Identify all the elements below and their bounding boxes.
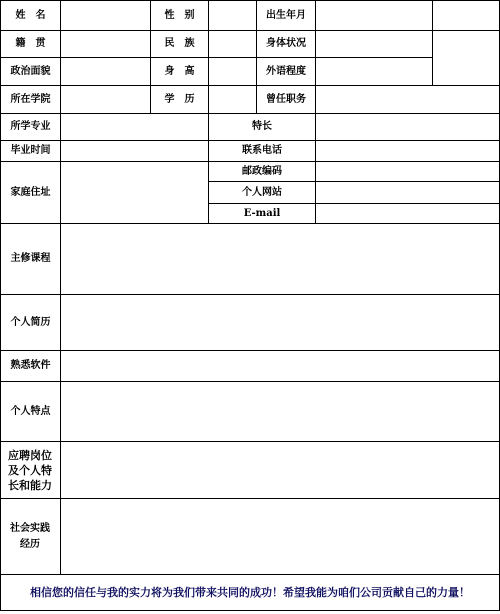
label-postcode: 邮政编码 — [242, 165, 282, 177]
label-health: 身体状况 — [266, 38, 306, 49]
school-field[interactable] — [61, 86, 150, 113]
label-traits: 个人特点 — [10, 405, 51, 417]
label-website: 个人网站 — [242, 186, 282, 198]
label-phone: 联系电话 — [242, 145, 282, 156]
label-foreign-lang: 外语程度 — [266, 65, 306, 77]
courses-field[interactable] — [61, 224, 499, 294]
height-field[interactable] — [209, 58, 256, 85]
past-post-field[interactable] — [316, 86, 499, 113]
label-school: 所在学院 — [10, 93, 51, 105]
birth-field[interactable] — [316, 1, 432, 30]
major-field[interactable] — [61, 114, 208, 140]
traits-field[interactable] — [61, 382, 499, 441]
phone-field[interactable] — [316, 141, 499, 161]
label-resume: 个人简历 — [10, 316, 51, 328]
label-name: 姓 名 — [15, 9, 46, 21]
label-past-post: 曾任职务 — [266, 93, 306, 105]
health-field[interactable] — [316, 31, 432, 57]
email-field[interactable] — [316, 204, 499, 223]
label-position: 应聘岗位及个人特长和能力 — [8, 448, 52, 492]
label-height: 身 高 — [164, 65, 195, 77]
name-field[interactable] — [61, 1, 150, 30]
gender-field[interactable] — [209, 1, 256, 30]
label-email: E-mail — [243, 207, 281, 219]
postcode-field[interactable] — [316, 162, 499, 181]
label-gender: 性 别 — [164, 9, 195, 21]
label-birth: 出生年月 — [266, 9, 306, 21]
label-major: 所学专业 — [10, 121, 51, 132]
label-software: 熟悉软件 — [10, 360, 51, 371]
native-field[interactable] — [61, 31, 150, 57]
label-practice: 社会实践经历 — [10, 522, 50, 550]
label-ethnic: 民 族 — [164, 38, 195, 49]
resume-field[interactable] — [61, 295, 499, 350]
label-political: 政治面貌 — [10, 65, 51, 77]
photo-box[interactable] — [433, 1, 499, 85]
ethnic-field[interactable] — [209, 31, 256, 57]
footer-message: 相信您的信任与我的实力将为我们带来共同的成功！希望我能为咱们公司贡献自己的力量！ — [30, 586, 470, 599]
specialty-field[interactable] — [316, 114, 499, 140]
practice-field[interactable] — [61, 499, 499, 574]
foreign-lang-field[interactable] — [316, 58, 432, 85]
label-courses: 主修课程 — [10, 253, 51, 264]
label-address: 家庭住址 — [10, 186, 51, 198]
grad-time-field[interactable] — [61, 141, 208, 161]
education-field[interactable] — [209, 86, 256, 113]
label-education: 学 历 — [164, 93, 195, 105]
political-field[interactable] — [61, 58, 150, 85]
label-grad-time: 毕业时间 — [10, 145, 51, 156]
label-native: 籍 贯 — [15, 38, 46, 49]
address-field[interactable] — [61, 162, 208, 223]
software-field[interactable] — [61, 351, 499, 381]
website-field[interactable] — [316, 182, 499, 203]
position-field[interactable] — [61, 442, 499, 498]
label-specialty: 特长 — [252, 121, 272, 132]
